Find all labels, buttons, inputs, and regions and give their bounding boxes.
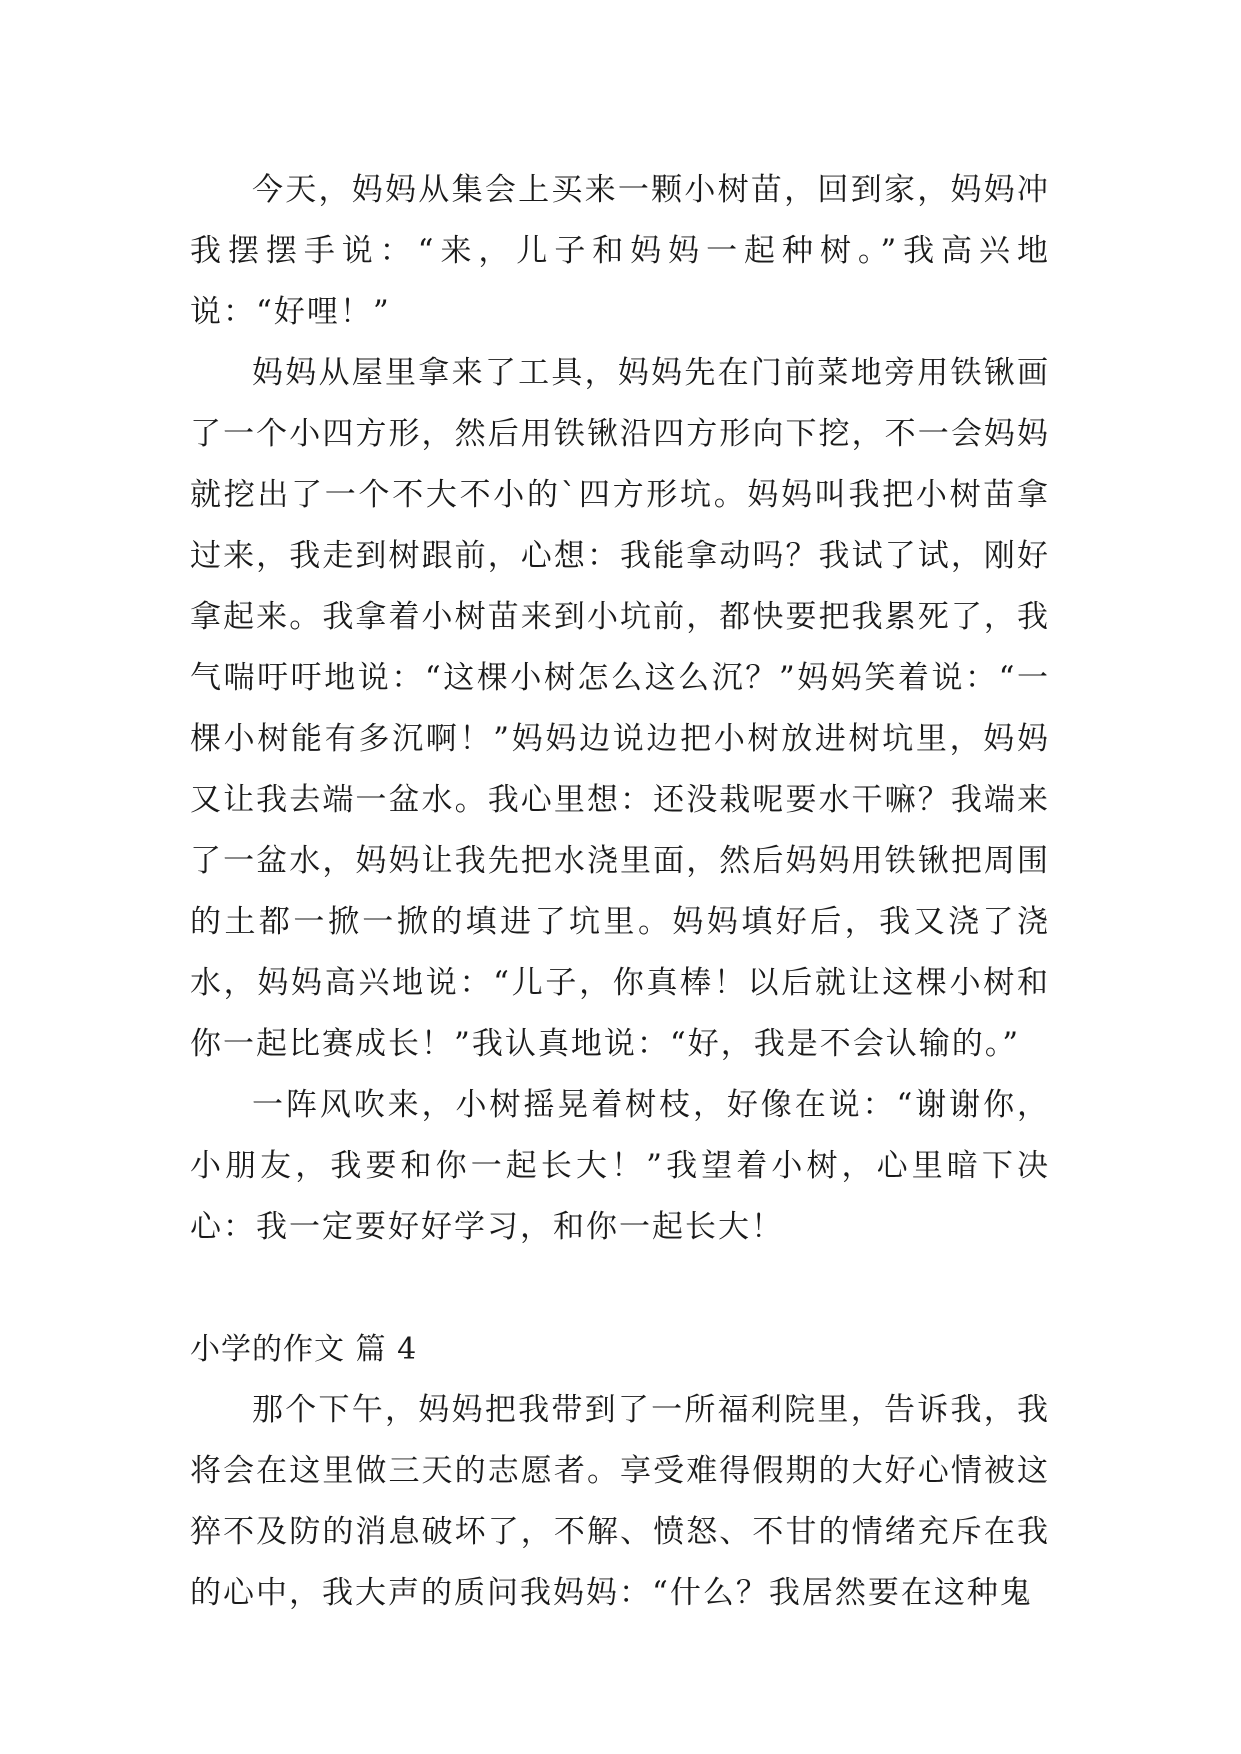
section-spacer	[190, 1258, 1050, 1319]
paragraph-3: 一阵风吹来，小树摇晃着树枝，好像在说：“谢谢你，小朋友，我要和你一起长大！”我望着小树，心里暗下决心：我一定要好好学习，和你一起长大！	[190, 1087, 1050, 1245]
document-body	[190, 160, 1050, 1624]
section-heading: 小学的作文 篇 4	[190, 1332, 418, 1367]
paragraph-1: 今天，妈妈从集会上买来一颗小树苗，回到家，妈妈冲我摆摆手说：“来，儿子和妈妈一起种树。”我高兴地说：“好哩！”	[190, 172, 1050, 330]
paragraph-4: 那个下午，妈妈把我带到了一所福利院里，告诉我，我将会在这里做三天的志愿者。享受难得假期的大好心情被这猝不及防的消息破坏了，不解、愤怒、不甘的情绪充斥在我的心中，我大声的质问我妈妈：“什么？我居然要在这种鬼	[190, 1392, 1050, 1611]
paragraph-2: 妈妈从屋里拿来了工具，妈妈先在门前菜地旁用铁锹画了一个小四方形，然后用铁锹沿四方形向下挖，不一会妈妈就挖出了一个不大不小的`四方形坑。妈妈叫我把小树苗拿过来，我走到树跟前，心想：我能拿动吗？我试了试，刚好拿起来。我拿着小树苗来到小坑前，都快要把我累死了，我气喘吁吁地说：“这棵小树怎么这么沉？”妈妈笑着说：“一棵小树能有多沉啊！”妈妈边说边把小树放进树坑里，妈妈又让我去端一盆水。我心里想：还没栽呢要水干嘛？我端来了一盆水，妈妈让我先把水浇里面，然后妈妈用铁锹把周围的土都一掀一掀的填进了坑里。妈妈填好后，我又浇了浇水，妈妈高兴地说：“儿子，你真棒！以后就让这棵小树和你一起比赛成长！”我认真地说：“好，我是不会认输的。”	[190, 355, 1050, 1062]
